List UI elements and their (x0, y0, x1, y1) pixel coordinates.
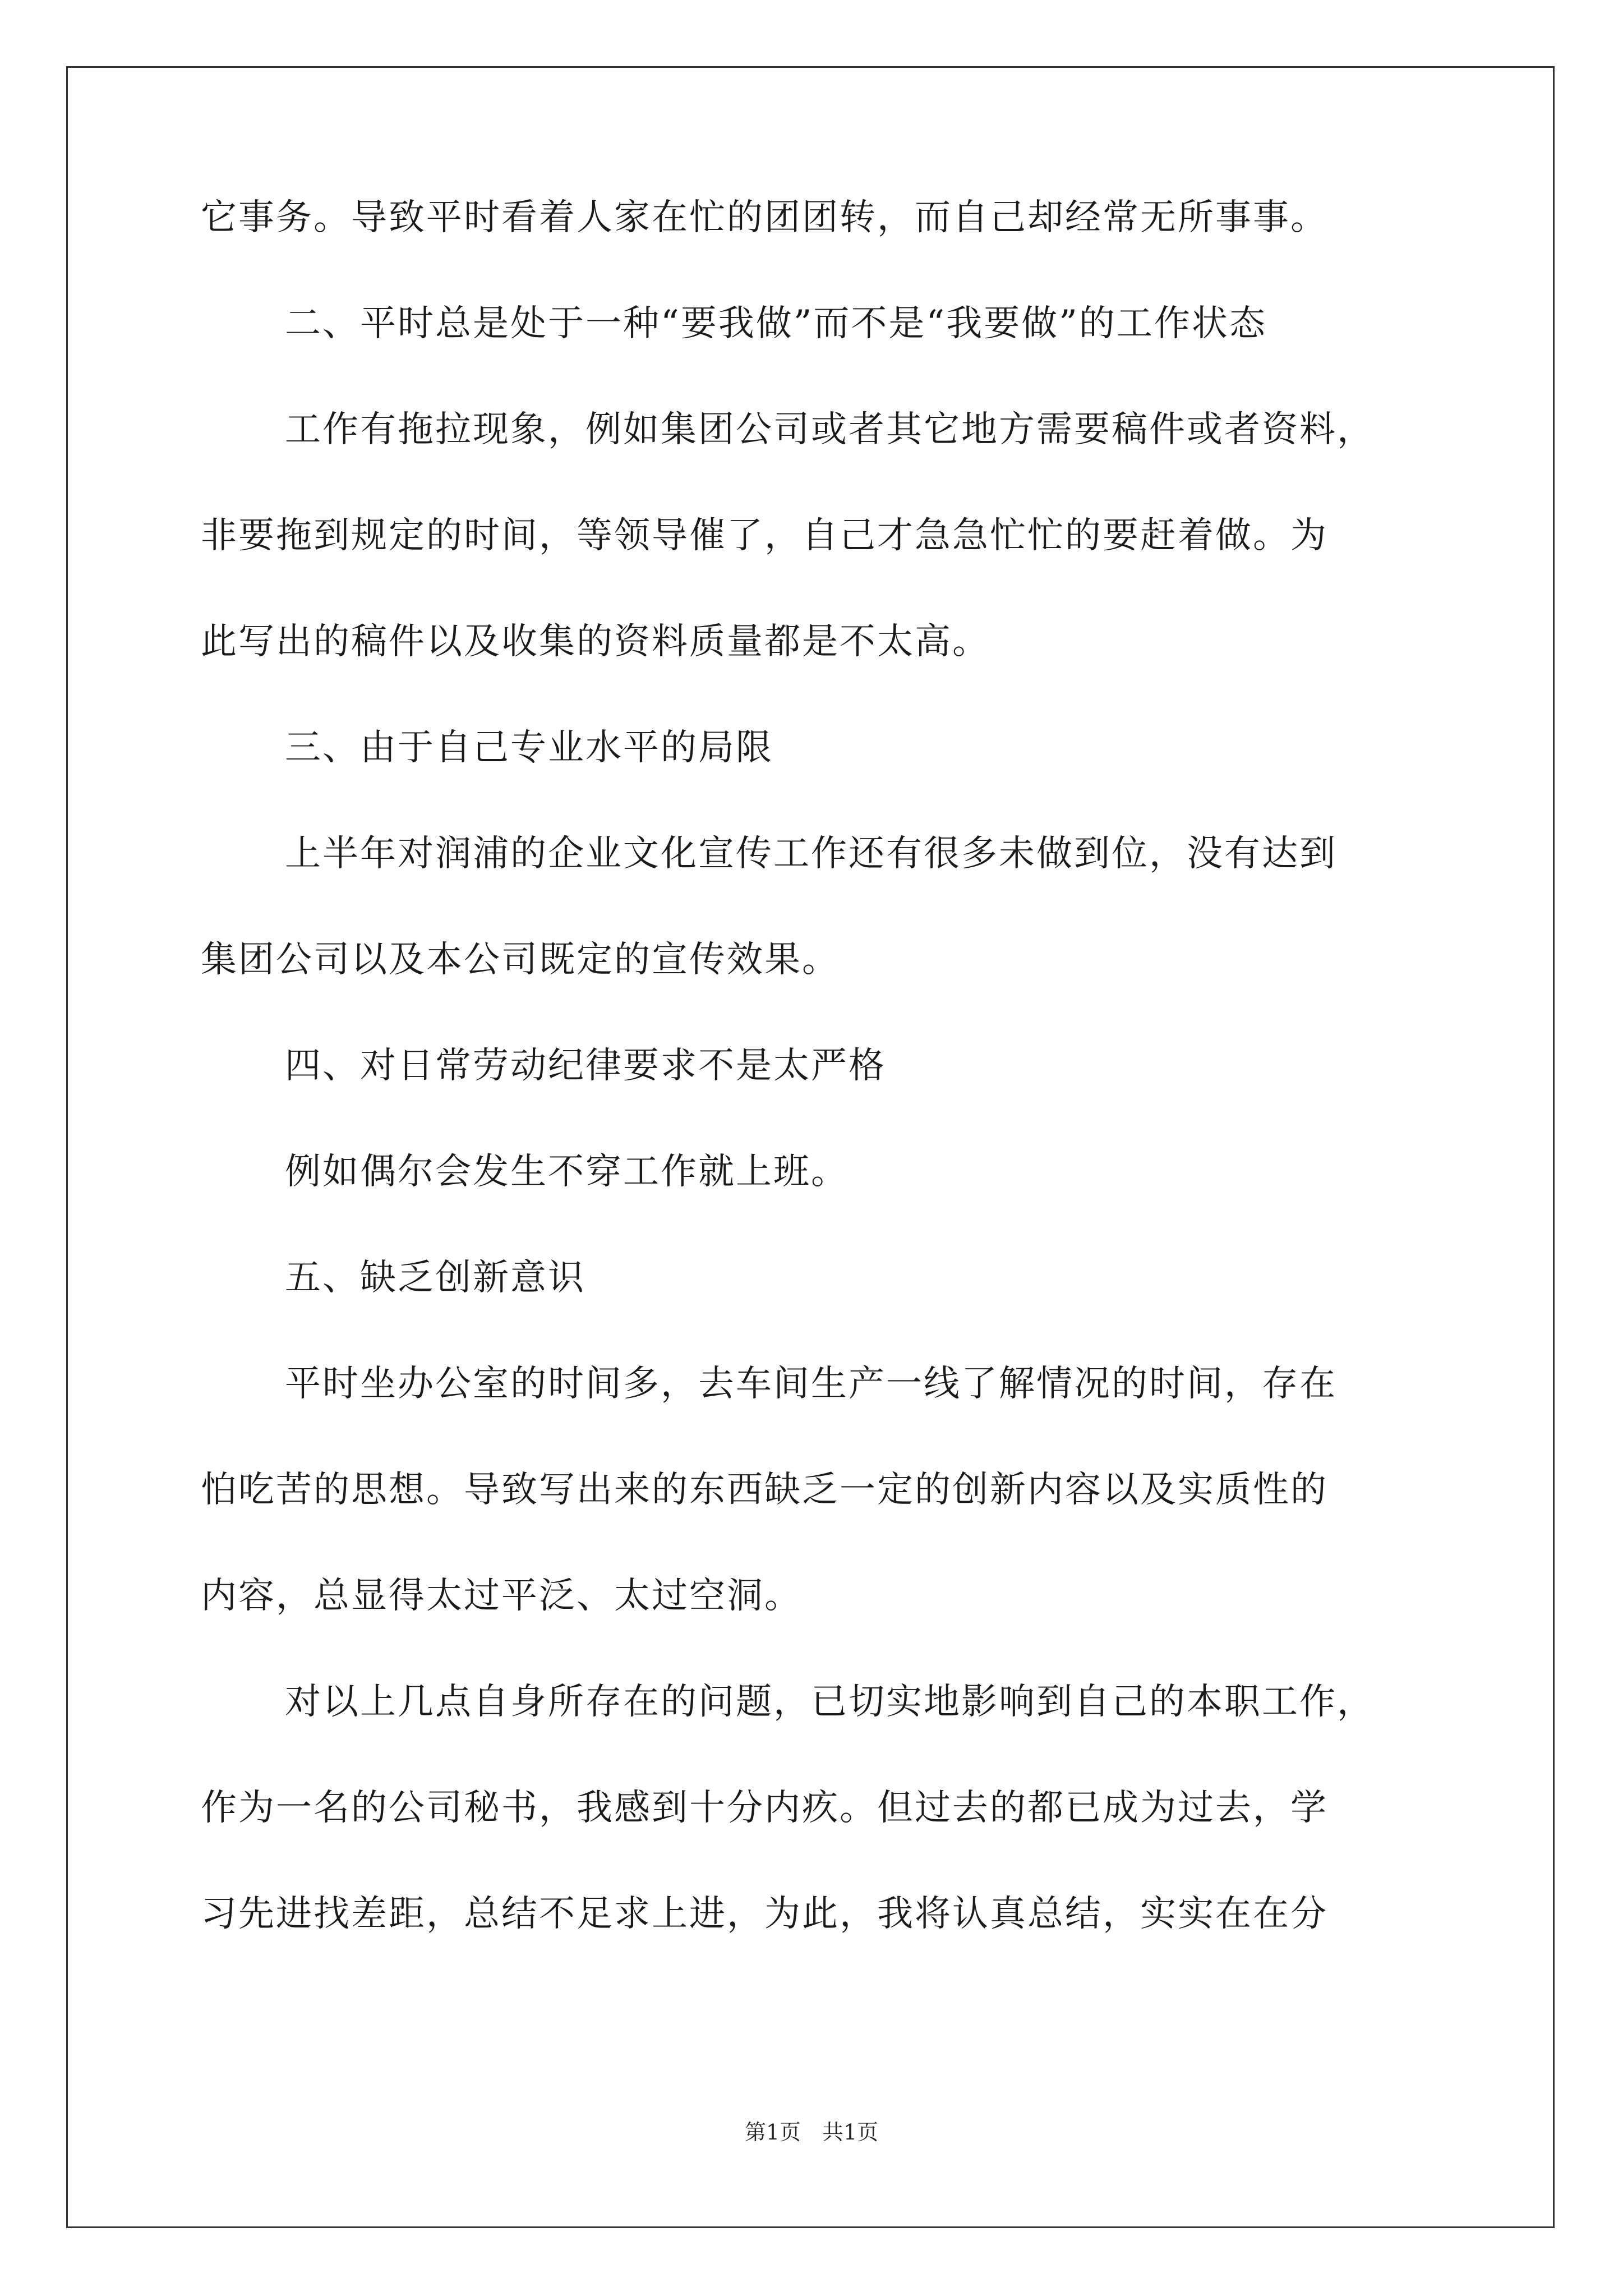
section-heading: 四、对日常劳动纪律要求不是太严格 (285, 1045, 886, 1087)
page-number-footer: 第1页 共1页 (744, 2120, 879, 2145)
text-line: 怕吃苦的思想。导致写出来的东西缺乏一定的创新内容以及实质性的 (201, 1469, 1328, 1511)
text-line: 它事务。导致平时看着人家在忙的团团转，而自己却经常无所事事。 (201, 197, 1328, 238)
section-heading: 五、缺乏创新意识 (285, 1257, 585, 1299)
text-line: 对以上几点自身所存在的问题，已切实地影响到自己的本职工作， (285, 1681, 1375, 1723)
text-line: 此写出的稿件以及收集的资料质量都是不太高。 (201, 621, 990, 662)
text-line: 作为一名的公司秘书，我感到十分内疚。但过去的都已成为过去，学 (201, 1787, 1328, 1829)
text-line: 例如偶尔会发生不穿工作就上班。 (285, 1151, 849, 1193)
text-line: 上半年对润浦的企业文化宣传工作还有很多未做到位，没有达到 (285, 833, 1337, 875)
text-line: 习先进找差距，总结不足求上进，为此，我将认真总结，实实在在分 (201, 1893, 1328, 1935)
text-line: 集团公司以及本公司既定的宣传效果。 (201, 939, 840, 981)
text-line: 非要拖到规定的时间，等领导催了，自己才急急忙忙的要赶着做。为 (201, 515, 1328, 556)
section-heading: 三、由于自己专业水平的局限 (285, 727, 773, 769)
section-heading: 二、平时总是处于一种“要我做”而不是“我要做”的工作状态 (285, 303, 1267, 344)
text-line: 平时坐办公室的时间多，去车间生产一线了解情况的时间，存在 (285, 1363, 1337, 1405)
text-line: 工作有拖拉现象，例如集团公司或者其它地方需要稿件或者资料， (285, 409, 1375, 450)
text-line: 内容，总显得太过平泛、太过空洞。 (201, 1575, 802, 1617)
